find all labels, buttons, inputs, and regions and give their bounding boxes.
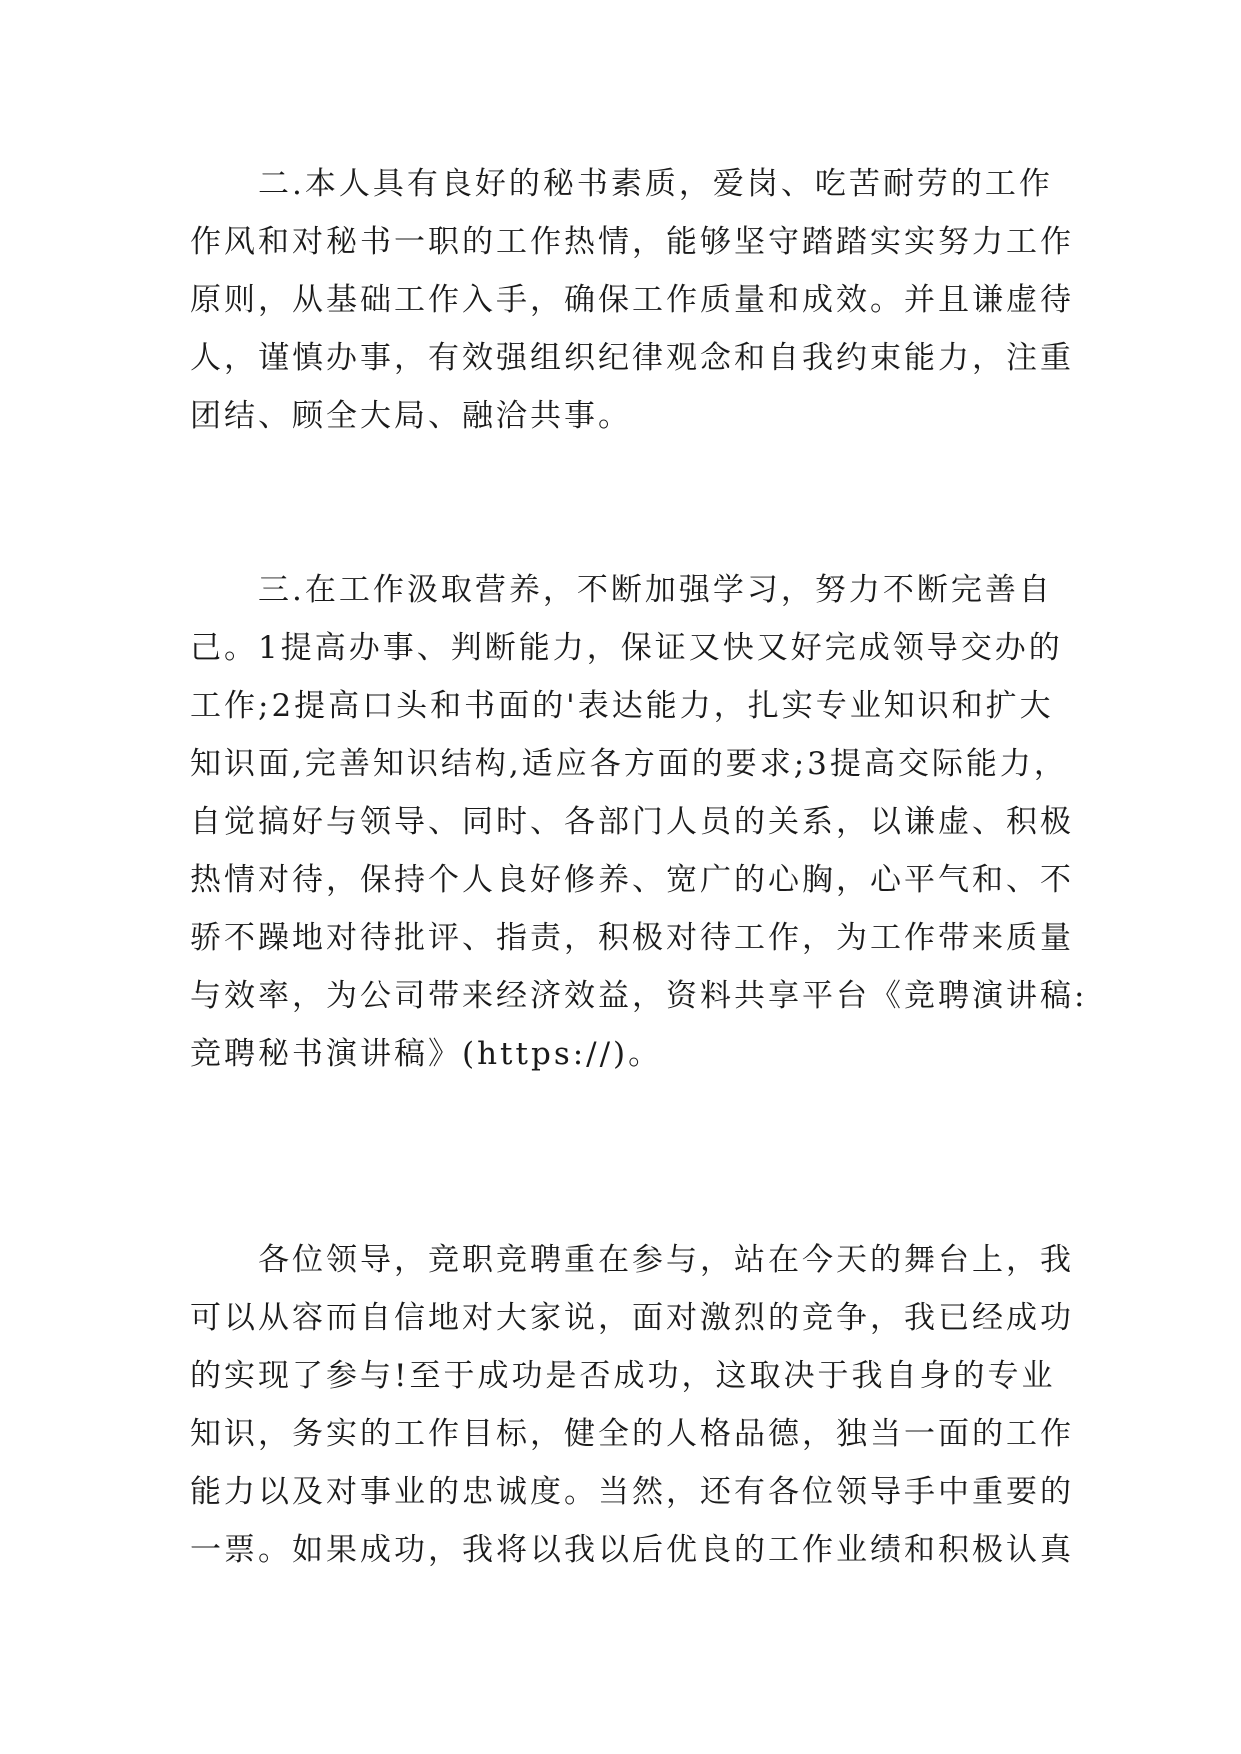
text-line: 知识面,完善知识结构,适应各方面的要求;3提高交际能力，	[190, 746, 1068, 782]
text-line: 能力以及对事业的忠诚度。当然，还有各位领导手中重要的	[190, 1474, 1074, 1510]
text-line: 与效率，为公司带来经济效益，资料共享平台《竞聘演讲稿:	[190, 978, 1088, 1014]
paragraph-closing-address	[190, 1231, 1074, 1579]
text-line: 竞聘秘书演讲稿》(https://)。	[190, 1036, 663, 1072]
text-line: 一票。如果成功，我将以我以后优良的工作业绩和积极认真	[190, 1532, 1074, 1568]
text-line: 人，谨慎办事，有效强组织纪律观念和自我约束能力，注重	[190, 340, 1074, 376]
text-line: 可以从容而自信地对大家说，面对激烈的竞争，我已经成功	[190, 1300, 1074, 1336]
text-line: 原则，从基础工作入手，确保工作质量和成效。并且谦虚待	[190, 282, 1074, 318]
text-line: 的实现了参与!至于成功是否成功，这取决于我自身的专业	[190, 1358, 1056, 1394]
text-line: 骄不躁地对待批评、指责，积极对待工作，为工作带来质量	[190, 920, 1074, 956]
text-line: 知识，务实的工作目标，健全的人格品德，独当一面的工作	[190, 1416, 1074, 1452]
text-line: 团结、顾全大局、融洽共事。	[190, 398, 632, 434]
text-line: 自觉搞好与领导、同时、各部门人员的关系，以谦虚、积极	[190, 804, 1074, 840]
text-line: 各位领导，竞职竞聘重在参与，站在今天的舞台上，我	[258, 1242, 1074, 1278]
text-line: 三.在工作汲取营养，不断加强学习，努力不断完善自	[258, 572, 1053, 608]
text-line: 作风和对秘书一职的工作热情，能够坚守踏踏实实努力工作	[190, 224, 1074, 260]
text-line: 热情对待，保持个人良好修养、宽广的心胸，心平气和、不	[190, 862, 1074, 898]
paragraph-secretary-qualities	[190, 155, 1074, 445]
text-line: 二.本人具有良好的秘书素质，爱岗、吃苦耐劳的工作	[258, 166, 1053, 202]
paragraph-self-improvement	[190, 561, 1088, 1083]
text-line: 工作;2提高口头和书面的'表达能力，扎实专业知识和扩大	[190, 688, 1054, 724]
text-line: 己。1提高办事、判断能力，保证又快又好完成领导交办的	[190, 630, 1063, 666]
